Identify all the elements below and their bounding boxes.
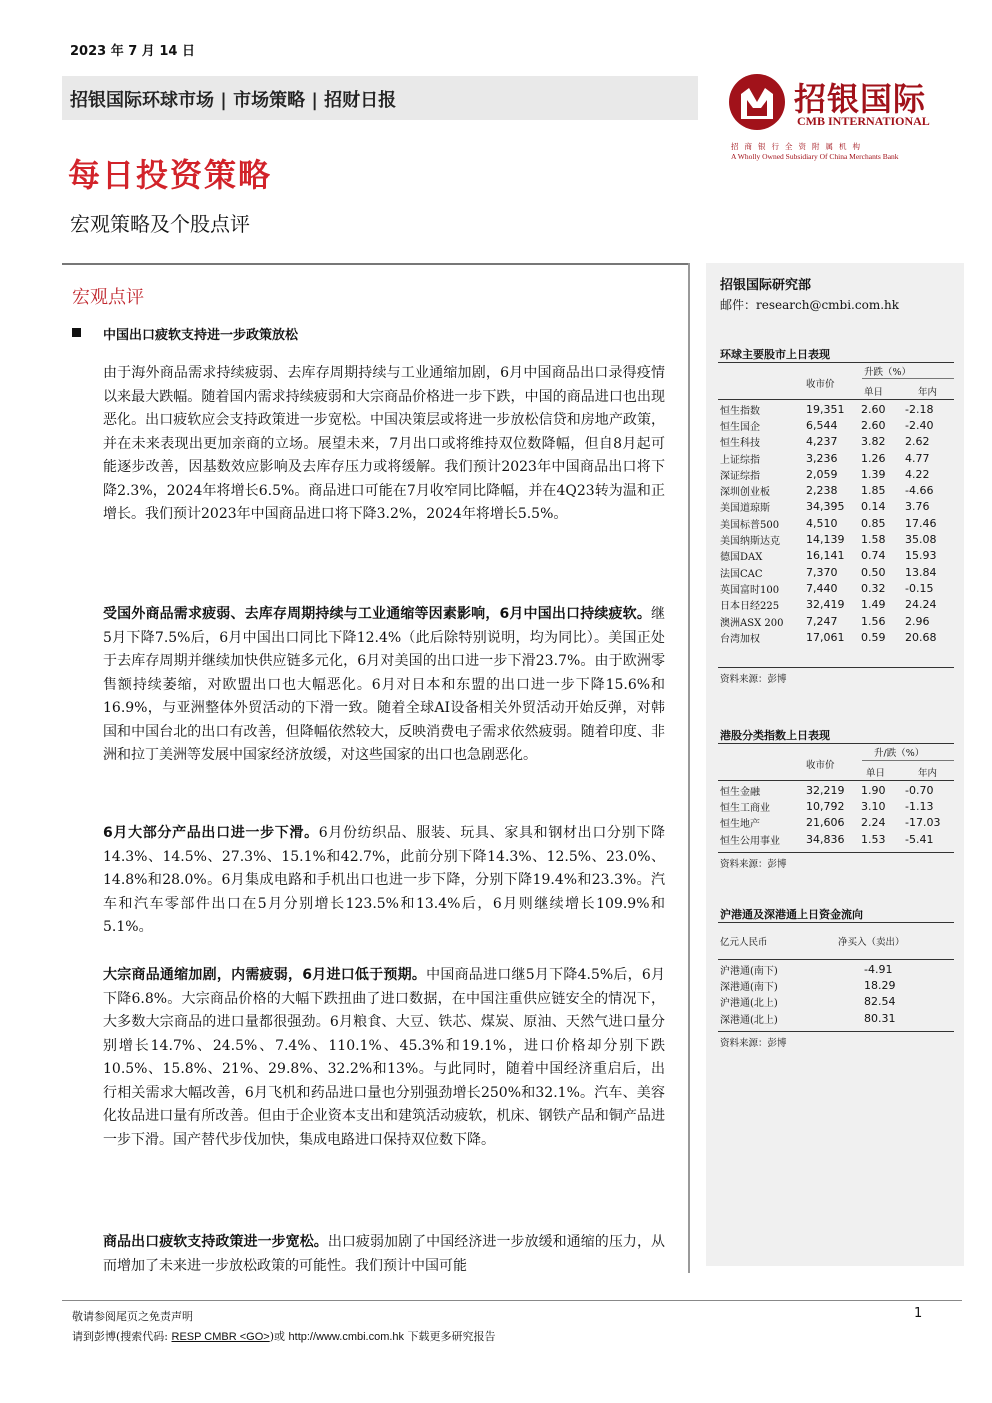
table-cell-ytd: -17.03 bbox=[905, 816, 941, 830]
col-header-ytd: 年内 bbox=[918, 387, 938, 398]
table-cell-value: -4.91 bbox=[864, 962, 893, 976]
table-row bbox=[720, 994, 919, 1010]
table-cell-close: 2,238 bbox=[806, 484, 838, 498]
logo-text-cn: 招银国际 bbox=[794, 80, 927, 118]
table-cell-name: 恒生科技 bbox=[720, 438, 760, 450]
table-cell-day: 0.59 bbox=[861, 630, 886, 644]
cmb-logo-icon bbox=[727, 72, 787, 132]
table-cell-ytd: -1.13 bbox=[905, 799, 934, 813]
table-cell-ytd: -2.40 bbox=[905, 418, 934, 432]
table-cell-ytd: 13.84 bbox=[905, 565, 937, 579]
table-cell-day: 1.49 bbox=[861, 598, 886, 612]
table-cell-close: 19,351 bbox=[806, 402, 845, 416]
table-cell-value: 80.31 bbox=[864, 1011, 896, 1025]
col-header-unit: 亿元人民币 bbox=[720, 937, 768, 948]
table-rule bbox=[718, 959, 954, 960]
col-header-close: 收市价 bbox=[806, 379, 835, 390]
table-row bbox=[720, 434, 955, 450]
main-title: 每日投资策略 bbox=[68, 156, 273, 194]
table-cell-name: 深港通(南下) bbox=[720, 981, 778, 993]
table-cell-day: 0.14 bbox=[861, 500, 886, 514]
hk-sector-table bbox=[720, 782, 955, 847]
contact-email: 邮件：research@cmbi.com.hk bbox=[720, 298, 900, 312]
table-row bbox=[720, 482, 955, 498]
footer-suffix: 下载更多研究报告 bbox=[404, 1330, 496, 1343]
table-cell-day: 1.26 bbox=[861, 451, 886, 465]
table-cell-close: 32,219 bbox=[806, 783, 845, 797]
table-cell-close: 10,792 bbox=[806, 799, 845, 813]
logo-subtitle-cn: 招商银行全资附属机构 bbox=[731, 142, 866, 151]
page-number: 1 bbox=[914, 1306, 923, 1321]
table-rule bbox=[718, 399, 954, 400]
bullet-title: 中国出口疲软支持进一步政策放松 bbox=[103, 328, 299, 343]
source-note: 资料来源：彭博 bbox=[720, 859, 787, 870]
source-note: 资料来源：彭博 bbox=[720, 674, 787, 685]
section-heading: 宏观点评 bbox=[72, 287, 144, 308]
table-cell-close: 16,141 bbox=[806, 549, 845, 563]
table-row bbox=[720, 782, 955, 798]
table-cell-name: 美国纳斯达克 bbox=[720, 536, 780, 548]
table-cell-name: 沪港通(北上) bbox=[720, 998, 778, 1010]
table-row bbox=[720, 629, 955, 645]
footer-download-note bbox=[72, 1328, 496, 1344]
paragraph-lead: 商品出口疲软支持政策进一步宽松。 bbox=[103, 1234, 328, 1250]
paragraph-text: 继5月下降7.5%后，6月中国出口同比下降12.4%（此后除特别说明，均为同比）。美国正处于去库存周期并继续加快供应链多元化，6月对美国的出口进一步下滑23.7%。由于欧洲零售额持续萎缩，对欧盟出口也大幅恶化。6月对日本和东盟的出口进一步下降15.6%和16.9%，与亚洲整体外贸活动的下滑一致。随着全球AI设备相关外贸活动开始反弹，对韩国和中国台北的出口有改善，但降幅依然较大，反映消费电子需求依然疲弱。随着印度、非洲和拉丁美洲等发展中国家经济放缓，对这些国家的出口也急剧恶化。 bbox=[103, 606, 665, 763]
table-row bbox=[720, 961, 919, 977]
table-cell-ytd: -5.41 bbox=[905, 832, 934, 846]
logo-subtitle-en: A Wholly Owned Subsidiary Of China Merchants Bank bbox=[731, 152, 899, 161]
table-cell-ytd: 4.77 bbox=[905, 451, 930, 465]
table-cell-day: 2.60 bbox=[861, 418, 886, 432]
table-cell-close: 17,061 bbox=[806, 630, 845, 644]
table-cell-name: 美国标普500 bbox=[720, 519, 780, 531]
table-rule bbox=[718, 852, 954, 853]
footer-divider bbox=[62, 1300, 962, 1301]
table-cell-ytd: -4.66 bbox=[905, 484, 934, 498]
col-header-day: 单日 bbox=[866, 768, 886, 779]
col-header-net: 净买入（卖出） bbox=[838, 937, 905, 948]
table-cell-close: 14,139 bbox=[806, 533, 845, 547]
table-cell-name: 恒生指数 bbox=[720, 405, 760, 417]
table-cell-day: 1.58 bbox=[861, 533, 886, 547]
logo-text-en: CMB INTERNATIONAL bbox=[797, 114, 930, 128]
footer-prefix: 请到彭博(搜索代码: bbox=[72, 1330, 172, 1343]
table-cell-close: 4,237 bbox=[806, 435, 838, 449]
table-cell-ytd: 4.22 bbox=[905, 467, 930, 481]
table-cell-name: 德国DAX bbox=[720, 552, 763, 564]
table-rule bbox=[718, 362, 954, 363]
table-cell-day: 0.32 bbox=[861, 581, 886, 595]
col-header-close: 收市价 bbox=[806, 760, 835, 771]
col-header-day: 单日 bbox=[864, 387, 884, 398]
table-cell-day: 2.60 bbox=[861, 402, 886, 416]
table-cell-day: 1.39 bbox=[861, 467, 886, 481]
hk-table-title: 港股分类指数上日表现 bbox=[720, 729, 830, 742]
table-cell-day: 0.85 bbox=[861, 516, 886, 530]
table-cell-value: 82.54 bbox=[864, 995, 896, 1009]
table-row bbox=[720, 499, 955, 515]
table-cell-day: 2.24 bbox=[861, 816, 886, 830]
table-row bbox=[720, 831, 955, 847]
paragraph bbox=[103, 964, 665, 1152]
col-header-change: 升/跌（%） bbox=[874, 748, 925, 759]
website-link[interactable]: http://www.cmbi.com.hk bbox=[288, 1331, 405, 1343]
table-rule bbox=[718, 667, 954, 668]
table-cell-ytd: 17.46 bbox=[905, 516, 937, 530]
table-row bbox=[720, 466, 955, 482]
table-cell-day: 3.10 bbox=[861, 799, 886, 813]
table-cell-name: 上证综指 bbox=[720, 454, 760, 466]
table-row bbox=[720, 798, 955, 814]
bloomberg-code-link[interactable]: RESP CMBR <GO> bbox=[171, 1331, 270, 1343]
report-date: 2023 年 7 月 14 日 bbox=[70, 44, 195, 59]
paragraph-lead: 受国外商品需求疲弱、去库存周期持续与工业通缩等因素影响，6月中国出口持续疲软。 bbox=[103, 606, 651, 622]
table-row bbox=[720, 548, 955, 564]
table-rule bbox=[862, 760, 954, 761]
table-cell-day: 0.50 bbox=[861, 565, 886, 579]
table-cell-name: 澳洲ASX 200 bbox=[720, 617, 784, 629]
table-cell-name: 日本日经225 bbox=[720, 601, 780, 613]
source-note: 资料来源：彭博 bbox=[720, 1038, 787, 1049]
table-cell-name: 恒生工商业 bbox=[720, 802, 770, 814]
table-row bbox=[720, 597, 955, 613]
table-cell-close: 2,059 bbox=[806, 467, 838, 481]
table-cell-ytd: 24.24 bbox=[905, 598, 937, 612]
paragraph bbox=[103, 603, 665, 768]
subtitle: 宏观策略及个股点评 bbox=[70, 212, 250, 236]
paragraph-lead: 大宗商品通缩加剧，内需疲弱，6月进口低于预期。 bbox=[103, 967, 427, 983]
col-header-ytd: 年内 bbox=[918, 768, 938, 779]
capital-flow-table bbox=[720, 961, 919, 1026]
table-cell-day: 1.90 bbox=[861, 783, 886, 797]
table-cell-close: 4,510 bbox=[806, 516, 838, 530]
paragraph-text: 6月份纺织品、服装、玩具、家具和钢材出口分别下降14.3%、14.5%、27.3%、15.1%和42.7%，此前分别下降14.3%、12.5%、23.0%、14.8%和28.0%。6月集成电路和手机出口也进一步下降，分别下降19.4%和23.3%。汽车和汽车零部件出口在5月分别增长123.5%和13.4%后，6月则继续增长109.9%和5.1%。 bbox=[103, 825, 665, 935]
paragraph-text: 出口疲弱加剧了中国经济进一步放缓和通缩的压力，从而增加了未来进一步放松政策的可能性。我们预计中国可能 bbox=[103, 1234, 666, 1274]
paragraph-lead: 6月大部分产品出口进一步下滑。 bbox=[103, 825, 319, 841]
table-cell-name: 深证综指 bbox=[720, 470, 760, 482]
table-cell-day: 0.74 bbox=[861, 549, 886, 563]
table-cell-day: 1.53 bbox=[861, 832, 886, 846]
research-dept: 招银国际研究部 bbox=[720, 278, 812, 293]
table-cell-ytd: 2.96 bbox=[905, 614, 930, 628]
disclaimer-note: 敬请参阅尾页之免责声明 bbox=[72, 1310, 193, 1323]
col-header-change: 升跌（%） bbox=[864, 367, 912, 378]
global-table-title: 环球主要股市上日表现 bbox=[720, 348, 830, 361]
table-cell-day: 3.82 bbox=[861, 435, 886, 449]
bullet-square-icon bbox=[72, 328, 81, 337]
table-rule bbox=[718, 780, 954, 781]
table-cell-name: 英国富时100 bbox=[720, 584, 780, 596]
table-row bbox=[720, 564, 955, 580]
table-rule bbox=[718, 922, 954, 923]
table-cell-name: 深圳创业板 bbox=[720, 487, 770, 499]
table-cell-ytd: 15.93 bbox=[905, 549, 937, 563]
table-row bbox=[720, 450, 955, 466]
table-cell-ytd: -0.15 bbox=[905, 581, 934, 595]
column-divider bbox=[688, 263, 690, 1273]
table-cell-name: 恒生金融 bbox=[720, 786, 760, 798]
table-cell-close: 6,544 bbox=[806, 418, 838, 432]
table-cell-ytd: -2.18 bbox=[905, 402, 934, 416]
table-cell-close: 7,247 bbox=[806, 614, 838, 628]
table-cell-day: 1.85 bbox=[861, 484, 886, 498]
table-cell-ytd: 2.62 bbox=[905, 435, 930, 449]
footer-mid: )或 bbox=[269, 1330, 289, 1343]
table-cell-close: 34,836 bbox=[806, 832, 845, 846]
table-cell-name: 台湾加权 bbox=[720, 633, 760, 645]
table-cell-ytd: 3.76 bbox=[905, 500, 930, 514]
table-row bbox=[720, 531, 955, 547]
global-market-table bbox=[720, 401, 955, 645]
table-cell-close: 7,440 bbox=[806, 581, 838, 595]
paragraph-text: 中国商品进口继5月下降4.5%后，6月下降6.8%。大宗商品价格的大幅下跌扭曲了进口数据，在中国注重供应链安全的情况下，大多数大宗商品的进口量都很强劲。6月粮食、大豆、铁芯、煤炭、原油、天然气进口量分别增长14.7%、24.5%、7.4%、110.1%、45.3%和19.1%，进口价格却分别下跌10.5%、15.8%、21%、29.8%、32.2%和13%。与此同时，随着中国经济重启后，出行相关需求大幅改善，6月飞机和药品进口量也分别强劲增长250%和32.1%。汽车、美容化妆品进口量有所改善。但由于企业资本支出和建筑活动疲软，机床、钢铁产品和铜产品进一步下滑。国产替代步伐加快，集成电路进口保持双位数下降。 bbox=[103, 967, 665, 1148]
header-title: 招银国际环球市场 | 市场策略 | 招财日报 bbox=[70, 90, 397, 111]
table-cell-ytd: 35.08 bbox=[905, 533, 937, 547]
paragraph bbox=[103, 822, 665, 940]
table-row bbox=[720, 1010, 919, 1026]
table-row bbox=[720, 417, 955, 433]
table-row bbox=[720, 613, 955, 629]
divider bbox=[62, 263, 690, 265]
paragraph-text: 由于海外商品需求持续疲弱、去库存周期持续与工业通缩加剧，6月中国商品出口录得疫情以来最大跌幅。随着国内需求持续疲弱和大宗商品价格进一步下跌，中国的商品进口也出现恶化。出口疲软应会支持政策进一步宽松。中国决策层或将进一步放松信贷和房地产政策，并在未来表现出更加亲商的立场。展望未来，7月出口或将维持双位数降幅，但自8月起可能逐步改善，因基数效应影响及去库存压力或将缓解。我们预计2023年中国商品出口将下降2.3%，2024年将增长6.5%。商品进口可能在7月收窄同比降幅，并在4Q23转为温和正增长。我们预计2023年中国商品进口将下降3.2%，2024年将增长5.5%。 bbox=[103, 365, 665, 522]
table-cell-name: 美国道琼斯 bbox=[720, 503, 770, 515]
paragraph bbox=[103, 362, 665, 527]
table-cell-day: 1.56 bbox=[861, 614, 886, 628]
table-cell-close: 7,370 bbox=[806, 565, 838, 579]
table-row bbox=[720, 815, 955, 831]
table-row bbox=[720, 515, 955, 531]
table-cell-name: 沪港通(南下) bbox=[720, 965, 778, 977]
table-rule bbox=[718, 743, 954, 744]
paragraph bbox=[103, 1231, 665, 1278]
table-cell-name: 恒生地产 bbox=[720, 819, 760, 831]
table-cell-name: 恒生公用事业 bbox=[720, 835, 780, 847]
table-cell-value: 18.29 bbox=[864, 978, 896, 992]
table-row bbox=[720, 977, 919, 993]
table-cell-close: 3,236 bbox=[806, 451, 838, 465]
table-row bbox=[720, 580, 955, 596]
table-cell-ytd: -0.70 bbox=[905, 783, 934, 797]
table-cell-close: 32,419 bbox=[806, 598, 845, 612]
table-cell-close: 34,395 bbox=[806, 500, 845, 514]
table-cell-name: 深港通(北上) bbox=[720, 1014, 778, 1026]
table-rule bbox=[862, 378, 954, 379]
table-cell-name: 恒生国企 bbox=[720, 421, 760, 433]
table-cell-ytd: 20.68 bbox=[905, 630, 937, 644]
flow-table-title: 沪港通及深港通上日资金流向 bbox=[720, 908, 863, 921]
table-cell-close: 21,606 bbox=[806, 816, 845, 830]
table-rule bbox=[718, 1031, 954, 1032]
table-row bbox=[720, 401, 955, 417]
table-cell-name: 法国CAC bbox=[720, 568, 763, 580]
